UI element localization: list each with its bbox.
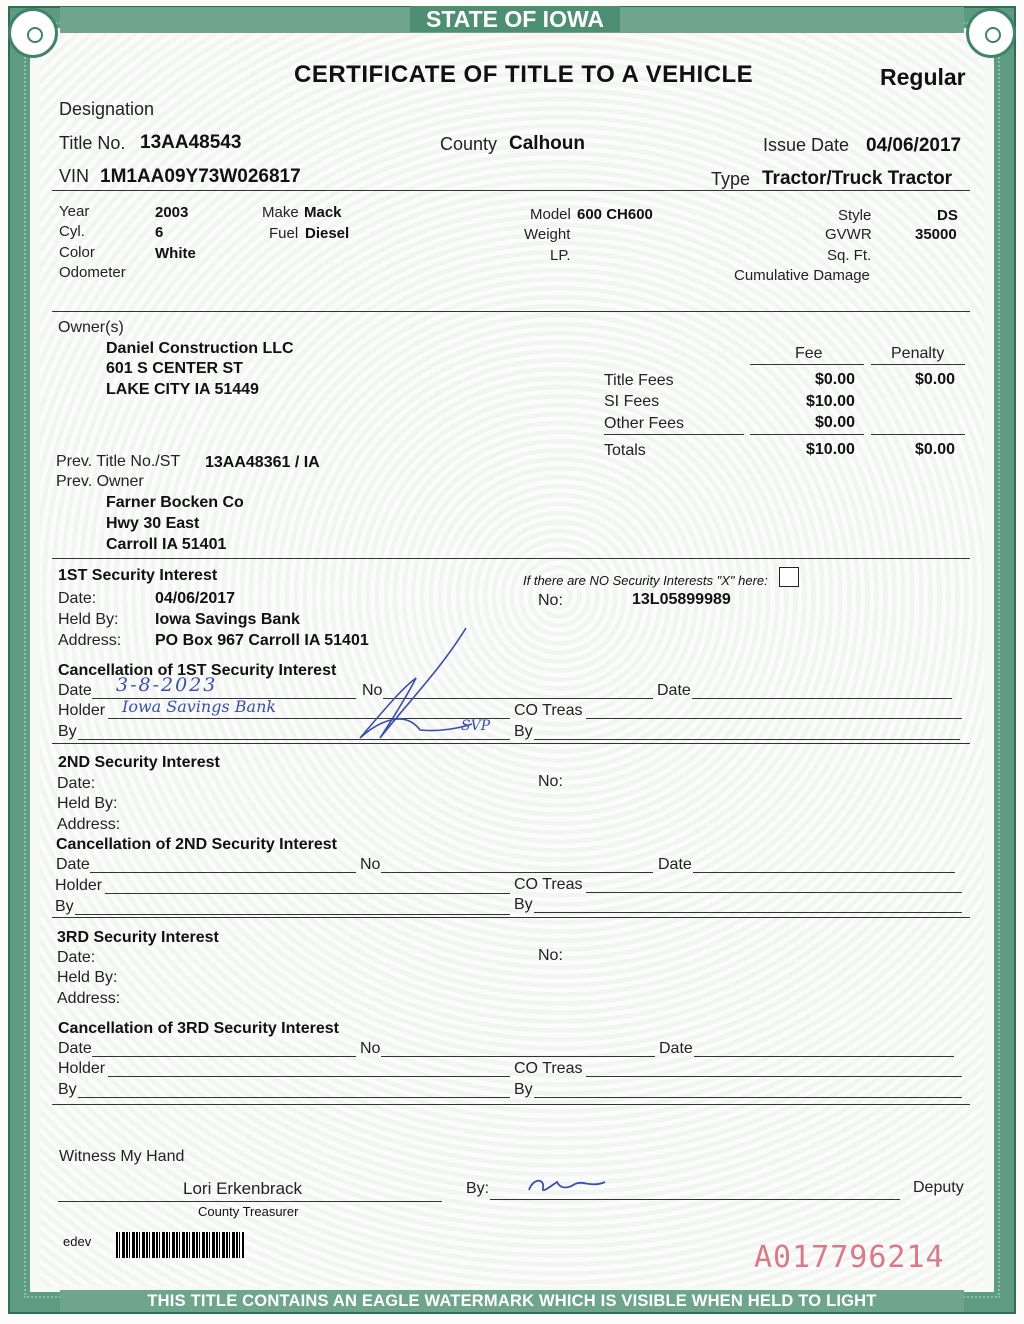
si2-cancel-holder-line — [105, 893, 510, 894]
type-label: Type — [711, 169, 751, 189]
prev-title-value: 13AA48361 / IA — [205, 454, 320, 471]
make-label: Make — [262, 204, 299, 221]
si1-signature-note: SVP — [461, 718, 491, 734]
issue-date-label: Issue Date — [763, 135, 850, 155]
vin-value: 1M1AA09Y73W026817 — [100, 166, 301, 187]
si2-no-label: No: — [538, 773, 563, 790]
si1-address-value: PO Box 967 Carroll IA 51401 — [155, 632, 369, 649]
gvwr-value: 35000 — [915, 226, 957, 243]
owner-address1: 601 S CENTER ST — [106, 360, 243, 377]
vin-label: VIN — [59, 166, 90, 186]
divider — [52, 311, 970, 312]
prev-owner-name: Farner Bocken Co — [106, 494, 244, 511]
si3-by2-line — [534, 1097, 962, 1098]
totals-fee-value: $10.00 — [806, 441, 855, 458]
fees-rule — [871, 434, 965, 435]
edev-label: edev — [63, 1234, 92, 1249]
prev-owner-label: Prev. Owner — [56, 473, 144, 490]
deputy-signature-line — [490, 1199, 900, 1200]
si1-cotreas-label: CO Treas — [514, 702, 583, 719]
si1-date-label: Date: — [58, 590, 97, 607]
title-no-label: Title No. — [59, 133, 126, 153]
si1-cancel-no-label: No — [362, 682, 383, 699]
si1-cancel-heading: Cancellation of 1ST Security Interest — [58, 662, 337, 679]
si2-cotreas-label: CO Treas — [514, 876, 583, 893]
divider — [52, 743, 970, 744]
si1-cancel-date-label: Date — [58, 682, 92, 699]
totals-label: Totals — [604, 442, 646, 459]
deputy-signature — [525, 1172, 615, 1198]
si-fees-value: $10.00 — [806, 393, 855, 410]
model-value: 600 CH600 — [577, 206, 653, 223]
corner-seal-icon — [966, 8, 1016, 58]
si3-held-label: Held By: — [57, 969, 118, 986]
si3-address-label: Address: — [57, 990, 121, 1007]
title-fees-label: Title Fees — [604, 372, 674, 389]
divider — [52, 190, 970, 191]
fee-header: Fee — [795, 345, 823, 362]
serial-number: A017796214 — [754, 1240, 945, 1275]
watermark-notice: THIS TITLE CONTAINS AN EAGLE WATERMARK WHICH IS VISIBLE WHEN HELD TO LIGHT — [147, 1292, 877, 1310]
si3-by2-label: By — [514, 1081, 533, 1098]
si3-cancel-no-line — [381, 1056, 655, 1057]
prev-owner-address2: Carroll IA 51401 — [106, 536, 227, 553]
si3-cancel-date2-label: Date — [659, 1040, 693, 1057]
no-si-note: If there are NO Security Interests "X" here: — [523, 573, 768, 588]
si1-address-label: Address: — [58, 632, 122, 649]
si1-held-label: Held By: — [58, 611, 119, 628]
document-title: CERTIFICATE OF TITLE TO A VEHICLE — [294, 61, 754, 88]
odometer-label: Odometer — [59, 264, 126, 281]
treasurer-name: Lori Erkenbrack — [183, 1179, 303, 1198]
si1-cancel-by-label: By — [58, 723, 77, 740]
si3-cancel-date2-line — [694, 1056, 954, 1057]
si1-cancel-holder-handwritten: Iowa Savings Bank — [122, 697, 277, 716]
deputy-label: Deputy — [913, 1179, 964, 1196]
title-no-value: 13AA48543 — [140, 132, 242, 153]
penalty-header-rule — [871, 364, 965, 365]
si1-no-label: No: — [538, 592, 563, 609]
fuel-value: Diesel — [305, 225, 350, 242]
fees-rule — [750, 434, 864, 435]
si2-cotreas-line — [586, 892, 962, 893]
si1-no-value: 13L05899989 — [632, 591, 731, 608]
si1-cancel-holder-label: Holder — [58, 702, 106, 719]
si2-cancel-heading: Cancellation of 2ND Security Interest — [56, 836, 337, 853]
si2-by2-label: By — [514, 896, 533, 913]
si2-cancel-date2-line — [693, 872, 955, 873]
si2-cancel-holder-label: Holder — [55, 877, 103, 894]
other-fees-label: Other Fees — [604, 415, 685, 432]
title-penalty-value: $0.00 — [915, 371, 956, 388]
cyl-value: 6 — [155, 224, 164, 241]
divider — [52, 1104, 970, 1105]
si3-cotreas-line — [586, 1076, 962, 1077]
title-fees-value: $0.00 — [815, 371, 856, 388]
fees-rule — [604, 434, 744, 435]
sqft-label: Sq. Ft. — [827, 247, 872, 264]
style-value: DS — [937, 207, 958, 224]
si1-heading: 1ST Security Interest — [58, 567, 218, 584]
si3-cancel-no-label: No — [360, 1040, 381, 1057]
barcode-icon — [116, 1232, 244, 1258]
handwritten-signature — [320, 620, 480, 760]
owner-label: Owner(s) — [58, 319, 124, 336]
penalty-header: Penalty — [891, 345, 945, 362]
county-value: Calhoun — [509, 133, 585, 154]
designation-label: Designation — [59, 99, 155, 119]
owner-name: Daniel Construction LLC — [106, 340, 294, 357]
model-label: Model — [530, 206, 571, 223]
si3-cancel-by-label: By — [58, 1081, 77, 1098]
cyl-label: Cyl. — [59, 223, 85, 240]
si2-date-label: Date: — [57, 775, 96, 792]
prev-title-label: Prev. Title No./ST — [56, 453, 181, 470]
si1-cotreas-line — [586, 718, 962, 719]
divider — [52, 558, 970, 559]
year-label: Year — [59, 203, 90, 220]
si1-held-value: Iowa Savings Bank — [155, 611, 300, 628]
si2-cancel-by-line — [75, 914, 510, 915]
state-title: STATE OF IOWA — [410, 6, 620, 32]
si3-cancel-by-line — [78, 1097, 510, 1098]
si1-cancel-date2-line — [692, 698, 952, 699]
si2-by2-line — [534, 912, 962, 913]
si2-held-label: Held By: — [57, 795, 118, 812]
witness-by-label: By: — [466, 1180, 490, 1197]
si2-heading: 2ND Security Interest — [58, 754, 220, 771]
si3-cancel-heading: Cancellation of 3RD Security Interest — [58, 1020, 339, 1037]
owner-address2: LAKE CITY IA 51449 — [106, 381, 259, 398]
si-fees-label: SI Fees — [604, 393, 660, 410]
corner-seal-icon — [8, 8, 58, 58]
si1-by2-label: By — [514, 723, 533, 740]
treasurer-signature-line — [58, 1201, 442, 1202]
si1-by2-line — [534, 739, 960, 740]
fuel-label: Fuel — [269, 225, 299, 242]
color-label: Color — [59, 244, 95, 261]
style-label: Style — [838, 207, 872, 224]
title-kind: Regular — [880, 64, 966, 90]
totals-penalty-value: $0.00 — [915, 441, 956, 458]
issue-date-value: 04/06/2017 — [866, 135, 962, 156]
no-security-interest-checkbox[interactable] — [779, 567, 799, 587]
fee-header-rule — [750, 364, 864, 365]
cumulative-damage-label: Cumulative Damage — [734, 267, 870, 284]
si3-cancel-holder-line — [108, 1076, 510, 1077]
si2-address-label: Address: — [57, 816, 121, 833]
si3-heading: 3RD Security Interest — [57, 929, 219, 946]
year-value: 2003 — [155, 204, 189, 221]
other-fees-value: $0.00 — [815, 414, 856, 431]
divider — [52, 917, 970, 918]
prev-owner-address1: Hwy 30 East — [106, 515, 200, 532]
make-value: Mack — [304, 204, 342, 221]
color-value: White — [155, 245, 196, 262]
si3-cancel-date-label: Date — [58, 1040, 92, 1057]
weight-label: Weight — [524, 226, 571, 243]
si2-cancel-date2-label: Date — [658, 856, 692, 873]
si2-cancel-no-line — [381, 872, 653, 873]
si1-cancel-date-handwritten: 3-8-2023 — [116, 674, 218, 696]
county-label: County — [440, 134, 498, 154]
si2-cancel-date-line — [90, 872, 356, 873]
treasurer-title: County Treasurer — [198, 1204, 299, 1219]
si3-date-label: Date: — [57, 949, 96, 966]
si1-date-value: 04/06/2017 — [155, 590, 236, 607]
si3-cancel-date-line — [92, 1056, 356, 1057]
lp-label: LP. — [550, 247, 571, 264]
si2-cancel-date-label: Date — [56, 856, 90, 873]
si2-cancel-no-label: No — [360, 856, 381, 873]
gvwr-label: GVWR — [825, 226, 872, 243]
type-value: Tractor/Truck Tractor — [762, 168, 953, 189]
si3-cancel-holder-label: Holder — [58, 1060, 106, 1077]
si3-cotreas-label: CO Treas — [514, 1060, 583, 1077]
witness-label: Witness My Hand — [59, 1148, 185, 1165]
si3-no-label: No: — [538, 947, 563, 964]
si1-cancel-date2-label: Date — [657, 682, 691, 699]
si2-cancel-by-label: By — [55, 898, 74, 915]
